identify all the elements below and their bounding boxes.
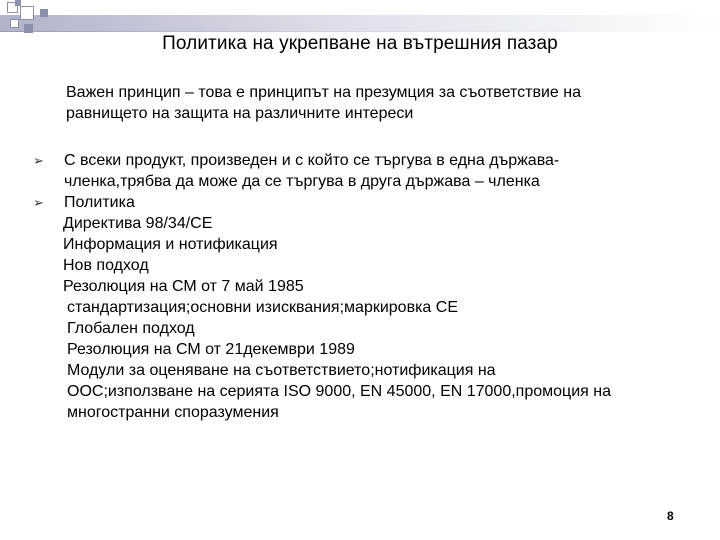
content-list	[33, 150, 696, 423]
deco-square	[40, 9, 48, 17]
header-gradient-line	[0, 31, 720, 32]
plain-line-text: Директива 98/34/CE	[63, 215, 213, 232]
plain-line-text: Резолюция на СМ от 21декември 1989	[67, 341, 355, 358]
slide-title: Политика на укрепване на вътрешния пазар	[162, 33, 558, 54]
bullet-line: членка,трябва да може да се търгува в друга държава – членка	[64, 173, 540, 190]
intro-paragraph	[66, 82, 666, 124]
plain-line	[36, 318, 696, 339]
page-number: 8	[667, 509, 674, 523]
plain-line-text: стандартизация;основни изисквания;маркировка СЕ	[67, 299, 458, 316]
plain-line	[36, 381, 696, 402]
bullet-line: С всеки продукт, произведен и с който се търгува в една държава-	[64, 152, 560, 169]
plain-line	[36, 402, 696, 423]
intro-line: Важен принцип – това е принципът на презумция за съответствие на	[66, 84, 581, 101]
deco-square	[24, 24, 33, 33]
arrowhead-bullet-icon: ➢	[33, 195, 44, 210]
deco-square	[10, 19, 19, 28]
deco-square	[20, 6, 34, 20]
plain-line	[36, 255, 696, 276]
plain-line	[36, 234, 696, 255]
plain-line	[36, 297, 696, 318]
plain-line-text: Глобален подход	[67, 320, 195, 337]
plain-line	[36, 213, 696, 234]
bullet-item	[33, 192, 696, 213]
plain-line	[36, 276, 696, 297]
plain-line	[36, 339, 696, 360]
arrowhead-bullet-icon: ➢	[33, 153, 44, 168]
intro-line: равнището на защита на различните интереси	[66, 105, 414, 122]
plain-line-text: Нов подход	[63, 257, 149, 274]
bullet-item	[33, 150, 696, 192]
plain-line-text: Модули за оценяване на съответствието;нотификация на	[67, 362, 496, 379]
plain-line-text: ООС;използване на серията ISO 9000, EN 45000, EN 17000,промоция на	[67, 383, 611, 400]
plain-line-text: многостранни споразумения	[67, 404, 279, 421]
plain-line-text: Информация и нотификация	[63, 236, 278, 253]
plain-line-text: Резолюция на СМ от 7 май 1985	[63, 278, 304, 295]
bullet-line: Политика	[64, 194, 135, 211]
header-gradient-bar	[0, 15, 720, 31]
plain-line	[36, 360, 696, 381]
